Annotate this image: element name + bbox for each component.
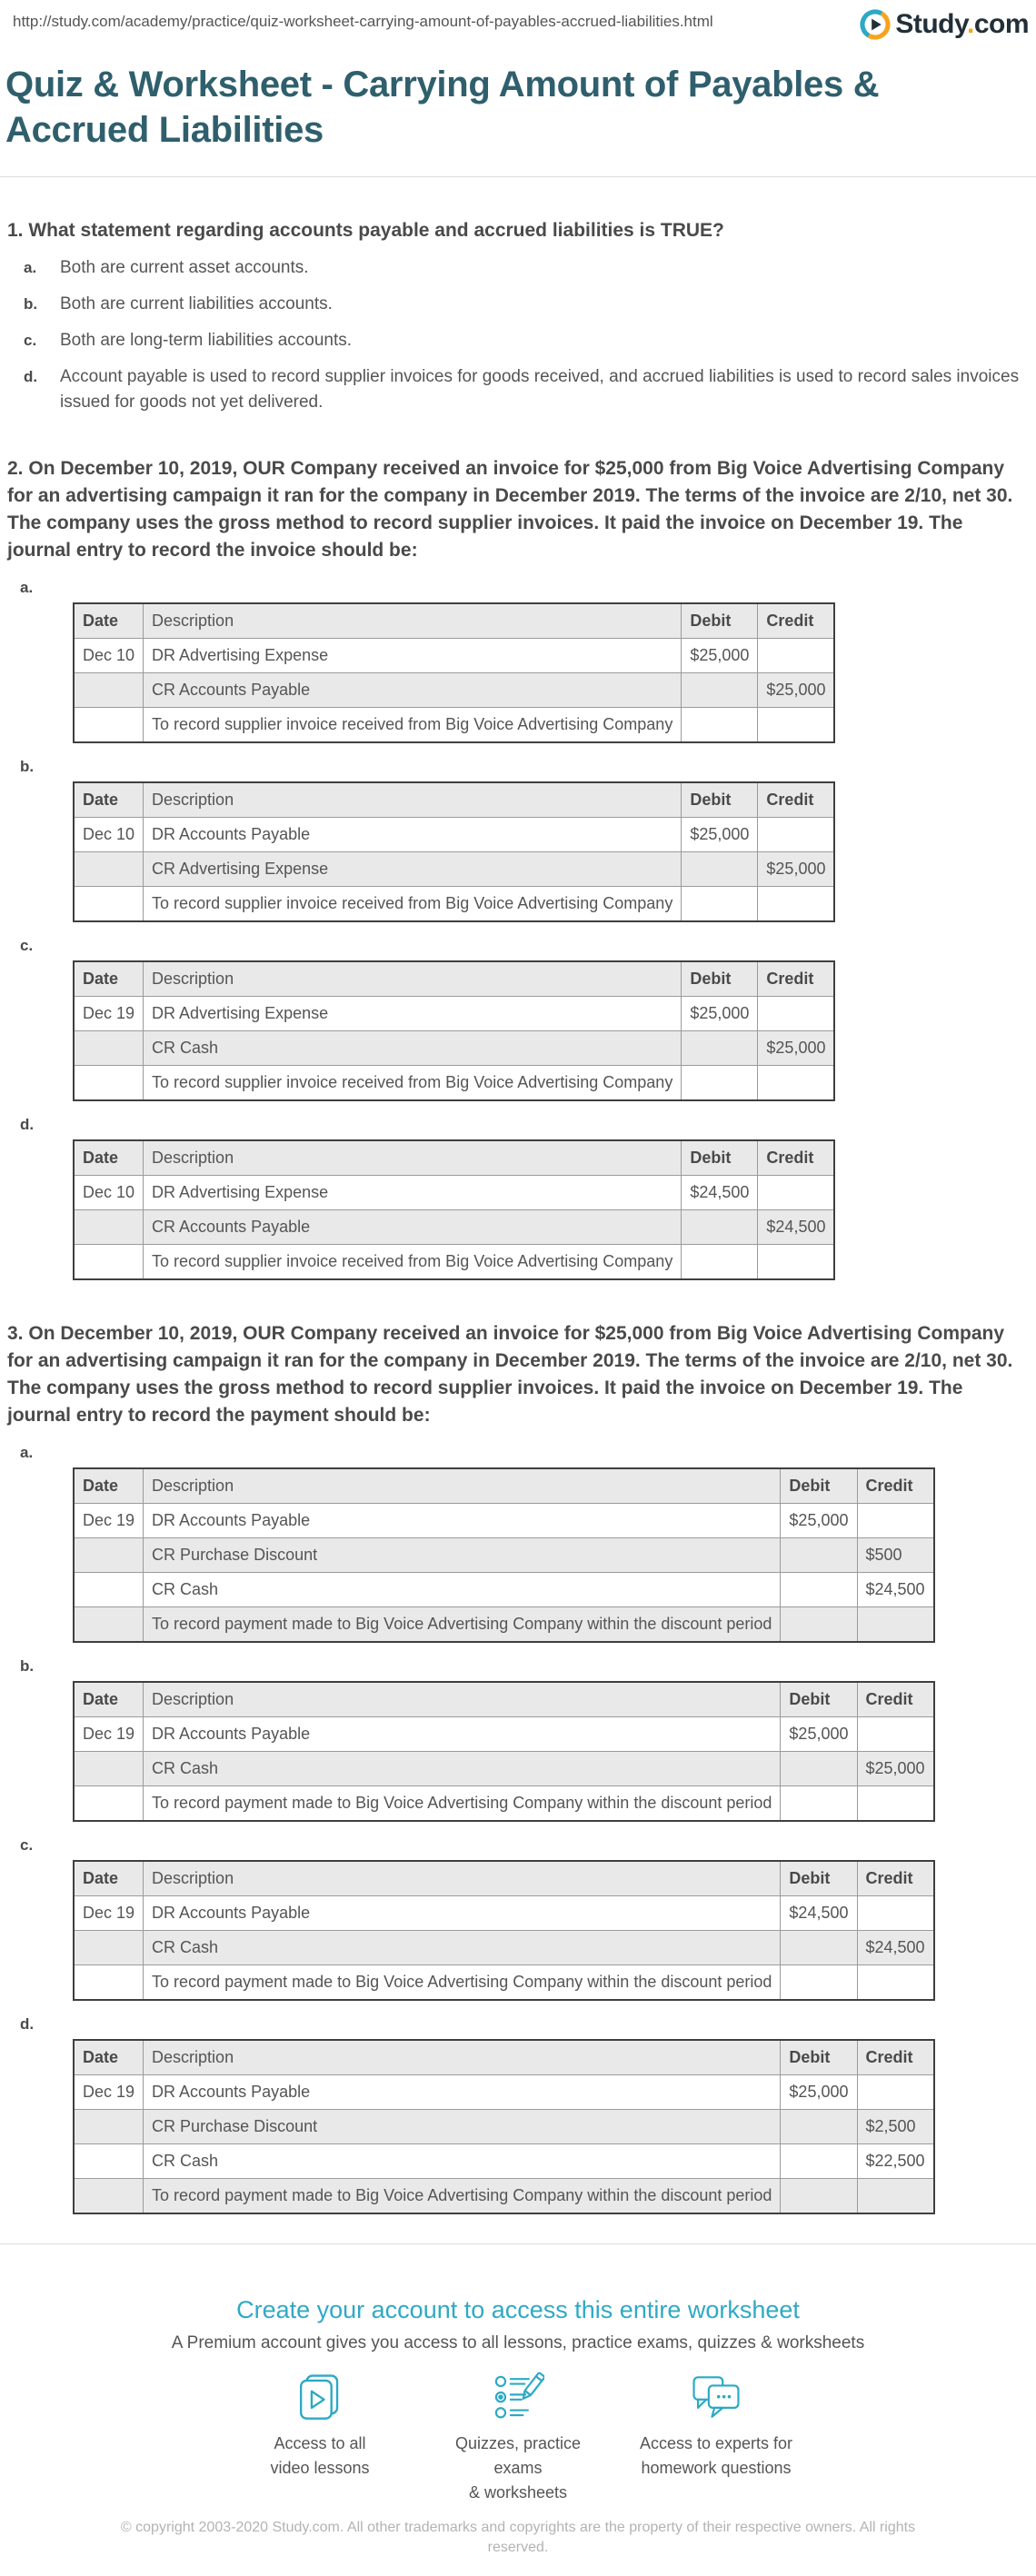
create-account-link[interactable]: Create your account to access this entire worksheet [236,2296,800,2323]
experts-chat-icon [690,2372,742,2424]
column-header: Date [74,2040,144,2075]
table-row [74,639,834,673]
choice-text: Both are long-term liabilities accounts. [60,331,353,350]
description-cell: DR Advertising Expense [144,1176,682,1210]
credit-cell: $2,500 [857,2110,934,2144]
credit-cell: $25,000 [758,1031,835,1066]
debit-cell [781,1931,857,1965]
debit-cell [781,2110,857,2144]
description-cell: To record supplier invoice received from Big Voice Advertising Company [144,887,682,922]
option-letter-c[interactable]: c. [20,937,34,954]
question-3 [7,1320,1029,2214]
table-row [74,708,834,743]
date-cell [74,1607,144,1643]
feature-video-lessons [243,2372,397,2505]
column-header: Credit [758,603,835,639]
debit-cell [682,708,758,743]
credit-cell: $25,000 [857,1752,934,1786]
column-header: Debit [781,1468,857,1504]
table-row [74,1607,934,1643]
credit-cell [758,639,835,673]
column-header: Credit [857,1861,934,1896]
journal-entry-table [73,1681,935,1822]
date-cell [74,2110,144,2144]
option-letter-a[interactable]: a. [20,579,34,596]
debit-cell [682,1245,758,1280]
choice-text: Both are current asset accounts. [60,258,309,277]
studycom-logo[interactable] [860,9,1029,40]
description-cell: CR Cash [144,1931,781,1965]
credit-cell: $24,500 [857,1573,934,1607]
column-header: Credit [857,2040,934,2075]
journal-entry-table [73,781,835,922]
description-cell: DR Accounts Payable [144,1896,781,1931]
credit-cell: $22,500 [857,2144,934,2179]
column-header: Date [74,1682,144,1717]
description-cell: To record supplier invoice received from Big Voice Advertising Company [144,708,682,743]
debit-cell [682,887,758,922]
column-header: Date [74,1468,144,1504]
credit-cell [758,887,835,922]
column-header: Debit [781,2040,857,2075]
choice-text: Both are current liabilities accounts. [60,294,333,313]
date-cell [74,2179,144,2214]
description-cell: CR Cash [144,1573,781,1607]
column-header: Credit [758,782,835,818]
table-row [74,1573,934,1607]
date-cell [74,1573,144,1607]
debit-cell [682,852,758,887]
debit-cell [781,2179,857,2214]
description-cell: DR Advertising Expense [144,997,682,1031]
table-row [74,1965,934,2001]
question-body: On December 10, 2019, OUR Company received an invoice for $25,000 from Big Voice Advertising Company for an advertising campaign it ran for the company in December 2019. The terms of the invoice are 2/10, net 30. The company uses the gross method to record supplier invoices. It paid the invoice on December 19. The journal entry to record the invoice should be: [7,458,1013,561]
table-row [74,2110,934,2144]
copyright-text: © copyright 2003-2020 Study.com. All other trademarks and copyrights are the property of their respective owners. All rights reserved. [120,2520,916,2555]
column-header: Description [144,782,682,818]
credit-cell [758,818,835,852]
credit-cell: $25,000 [758,852,835,887]
debit-cell [682,1210,758,1245]
table-row [74,887,834,922]
question-2 [7,455,1029,1280]
table-row [74,1717,934,1752]
choice-letter: c. [24,332,37,349]
credit-cell [857,1896,934,1931]
feature-label: Quizzes, practice exams & worksheets [454,2434,582,2501]
date-cell: Dec 19 [74,2075,144,2110]
column-header: Date [74,782,144,818]
description-cell: DR Accounts Payable [144,2075,781,2110]
question-text [7,1320,1029,1429]
date-cell [74,1538,144,1573]
debit-cell: $25,000 [682,818,758,852]
description-cell: CR Cash [144,2144,781,2179]
table-row [74,1931,934,1965]
date-cell [74,1245,144,1280]
credit-cell: $25,000 [758,673,835,708]
credit-cell [857,1717,934,1752]
column-header: Date [74,1861,144,1896]
feature-label: Access to all video lessons [270,2434,370,2477]
option-letter-b[interactable]: b. [20,758,35,775]
debit-cell [781,1965,857,2001]
debit-cell: $24,500 [781,1896,857,1931]
description-cell: DR Accounts Payable [144,818,682,852]
debit-cell: $25,000 [781,1717,857,1752]
debit-cell [781,2144,857,2179]
table-header-row [74,961,834,997]
date-cell [74,852,144,887]
table-row [74,1245,834,1280]
description-cell: DR Accounts Payable [144,1717,781,1752]
debit-cell [781,1538,857,1573]
column-header: Credit [758,961,835,997]
date-cell: Dec 19 [74,997,144,1031]
credit-cell [758,997,835,1031]
column-header: Debit [682,782,758,818]
choice-letter: a. [24,259,37,276]
description-cell: To record payment made to Big Voice Advertising Company within the discount period [144,1786,781,1822]
credit-cell: $24,500 [857,1931,934,1965]
questions [0,217,1036,2214]
question-text [7,217,1029,244]
debit-cell [781,1607,857,1643]
description-cell: To record payment made to Big Voice Advertising Company within the discount period [144,1965,781,2001]
credit-cell [758,1066,835,1101]
credit-cell [857,1607,934,1643]
date-cell [74,1066,144,1101]
debit-cell: $24,500 [682,1176,758,1210]
description-cell: CR Accounts Payable [144,1210,682,1245]
page-title: Quiz & Worksheet - Carrying Amount of Payables & Accrued Liabilities [5,65,880,150]
description-cell: CR Purchase Discount [144,2110,781,2144]
table-header-row [74,1861,934,1896]
column-header: Credit [857,1468,934,1504]
credit-cell [857,1965,934,2001]
column-header: Date [74,961,144,997]
option-letter-d[interactable]: d. [20,2015,35,2033]
date-cell: Dec 10 [74,818,144,852]
table-header-row [74,603,834,639]
debit-cell [682,1031,758,1066]
divider [0,2243,1036,2244]
debit-cell [781,1752,857,1786]
description-cell: DR Advertising Expense [144,639,682,673]
table-row [74,673,834,708]
journal-entry-table [73,1860,935,2001]
table-row [74,1752,934,1786]
choice-list [7,255,1029,415]
premium-subtitle: A Premium account gives you access to all lessons, practice exams, quizzes & worksheets [171,2333,865,2352]
table-row [74,1066,834,1101]
column-header: Description [144,2040,781,2075]
description-cell: CR Cash [144,1031,682,1066]
date-cell [74,1965,144,2001]
journal-entry-table [73,960,835,1101]
journal-entry-table [73,2039,935,2214]
date-cell: Dec 10 [74,639,144,673]
description-cell: To record payment made to Big Voice Advertising Company within the discount period [144,1607,781,1643]
question-1 [7,217,1029,415]
credit-cell [758,708,835,743]
debit-cell [781,1786,857,1822]
option-letter-b[interactable]: b. [20,1657,35,1675]
feature-homework-experts [639,2372,793,2505]
date-cell [74,2144,144,2179]
table-header-row [74,2040,934,2075]
date-cell: Dec 19 [74,1896,144,1931]
column-header: Debit [682,603,758,639]
debit-cell: $25,000 [781,1504,857,1538]
description-cell: To record supplier invoice received from Big Voice Advertising Company [144,1066,682,1101]
question-number: 1. [7,220,24,241]
print-header [0,9,1036,47]
description-cell: CR Advertising Expense [144,852,682,887]
credit-cell: $500 [857,1538,934,1573]
table-header-row [74,782,834,818]
question-body: On December 10, 2019, OUR Company received an invoice for $25,000 from Big Voice Advertising Company for an advertising campaign it ran for the company in December 2019. The terms of the invoice are 2/10, net 30. The company uses the gross method to record supplier invoices. It paid the invoice on December 19. The journal entry to record the payment should be: [7,1323,1013,1426]
column-header: Description [144,1140,682,1176]
description-cell: CR Cash [144,1752,781,1786]
date-cell [74,1931,144,1965]
column-header: Debit [781,1682,857,1717]
column-header: Debit [682,1140,758,1176]
table-row [74,818,834,852]
date-cell [74,708,144,743]
quiz-worksheet-icon [492,2372,544,2424]
studycom-logo-text: Study.com [895,9,1029,39]
column-header: Credit [857,1682,934,1717]
table-row [74,2144,934,2179]
video-lessons-icon [294,2372,346,2424]
table-row [74,1504,934,1538]
choice-d[interactable] [7,364,1029,415]
credit-cell: $24,500 [758,1210,835,1245]
feature-quizzes-worksheets [441,2372,595,2505]
debit-cell [682,673,758,708]
credit-cell [857,2179,934,2214]
journal-entry-table [73,1139,835,1280]
table-row [74,2075,934,2110]
column-header: Debit [682,961,758,997]
option-letter-c[interactable]: c. [20,1836,34,1854]
question-body: What statement regarding accounts payable and accrued liabilities is TRUE? [28,220,724,241]
date-cell [74,673,144,708]
credit-cell [758,1245,835,1280]
description-cell: To record supplier invoice received from Big Voice Advertising Company [144,1245,682,1280]
date-cell [74,1752,144,1786]
debit-cell [682,1066,758,1101]
table-row [74,852,834,887]
column-header: Description [144,961,682,997]
table-row [74,997,834,1031]
question-number: 2. [7,458,24,479]
journal-entry-table [73,602,835,743]
table-row [74,1031,834,1066]
feature-label: Access to experts for homework questions [639,2434,793,2477]
date-cell [74,1210,144,1245]
date-cell [74,1031,144,1066]
column-header: Description [144,1682,781,1717]
column-header: Date [74,603,144,639]
column-header: Description [144,603,682,639]
description-cell: To record payment made to Big Voice Advertising Company within the discount period [144,2179,781,2214]
credit-cell [857,1786,934,1822]
column-header: Description [144,1861,781,1896]
column-header: Description [144,1468,781,1504]
table-header-row [74,1140,834,1176]
debit-cell: $25,000 [781,2075,857,2110]
credit-cell [758,1176,835,1210]
question-text [7,455,1029,564]
question-number: 3. [7,1323,24,1344]
table-row [74,2179,934,2214]
date-cell: Dec 19 [74,1504,144,1538]
table-row [74,1786,934,1822]
option-letter-d[interactable]: d. [20,1116,35,1133]
debit-cell [781,1573,857,1607]
description-cell: CR Purchase Discount [144,1538,781,1573]
studycom-logo-icon [860,9,895,40]
choice-letter: b. [24,295,38,313]
column-header: Date [74,1140,144,1176]
debit-cell: $25,000 [682,639,758,673]
choice-a[interactable] [7,255,1029,281]
debit-cell: $25,000 [682,997,758,1031]
date-cell: Dec 19 [74,1717,144,1752]
table-header-row [74,1682,934,1717]
option-letter-a[interactable]: a. [20,1444,34,1461]
credit-cell [857,1504,934,1538]
footer [0,2295,1036,2558]
choice-text: Account payable is used to record supplier invoices for goods received, and accrued liabilities is used to record sales invoices issued for goods not yet delivered. [60,367,1020,412]
divider [0,176,1036,177]
choice-b[interactable] [7,292,1029,317]
table-row [74,1538,934,1573]
choice-letter: d. [24,368,38,385]
page-url: http://study.com/academy/practice/quiz-worksheet-carrying-amount-of-payables-accrued-liabilities.html [13,13,713,30]
table-row [74,1176,834,1210]
feature-list [0,2372,1036,2505]
journal-entry-table [73,1467,935,1643]
column-header: Debit [781,1861,857,1896]
date-cell [74,887,144,922]
table-header-row [74,1468,934,1504]
choice-c[interactable] [7,328,1029,353]
table-row [74,1210,834,1245]
description-cell: DR Accounts Payable [144,1504,781,1538]
credit-cell [857,2075,934,2110]
description-cell: CR Accounts Payable [144,673,682,708]
date-cell: Dec 10 [74,1176,144,1210]
table-row [74,1896,934,1931]
date-cell [74,1786,144,1822]
column-header: Credit [758,1140,835,1176]
